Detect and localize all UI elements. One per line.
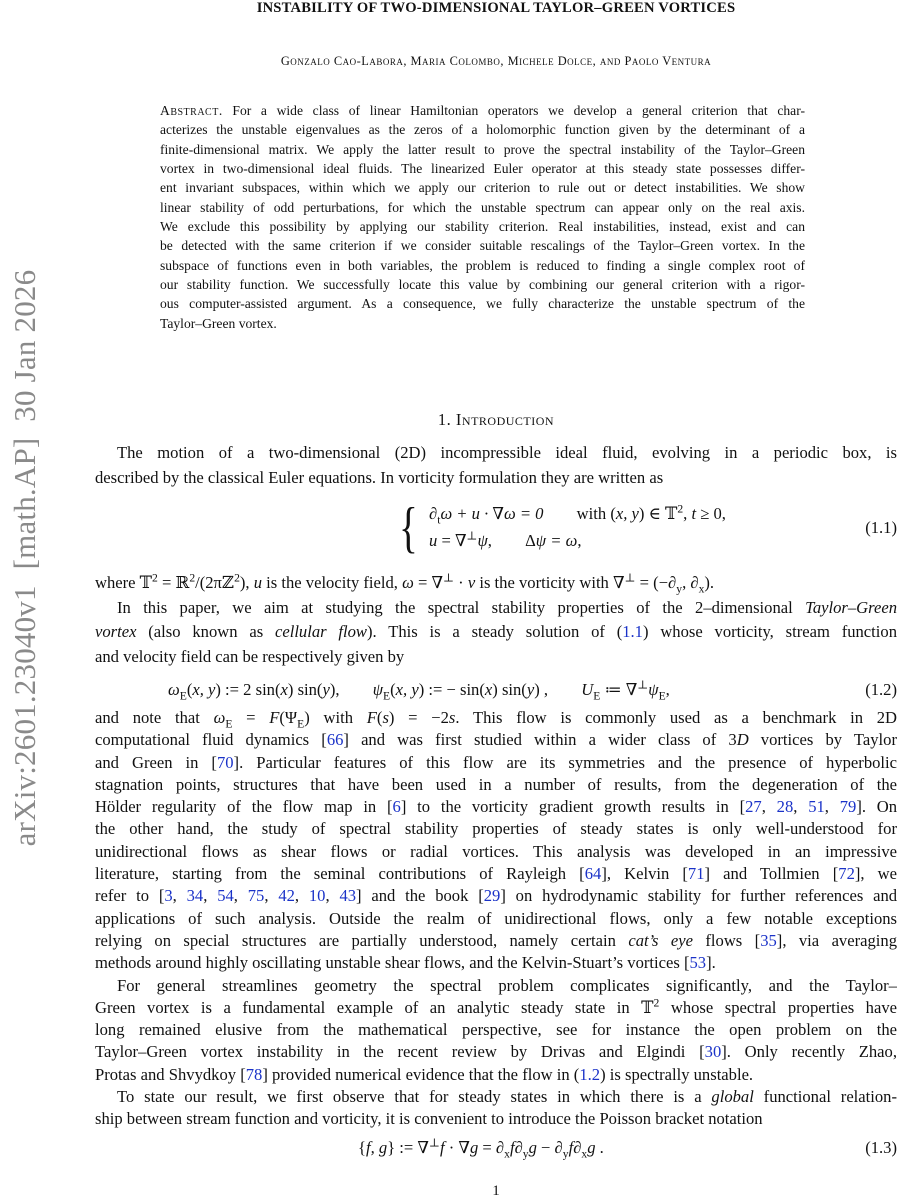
math-symbol: E — [225, 717, 233, 731]
math-symbol: ω — [213, 708, 226, 727]
math-symbol: E — [593, 689, 601, 703]
math-symbol: 2 — [152, 571, 158, 585]
paragraph-body — [95, 707, 897, 1131]
math-symbol: 2 — [189, 571, 196, 585]
text-line — [160, 178, 805, 197]
text-span: ∂ — [573, 1138, 582, 1157]
text-span: ) := 2 sin( — [215, 680, 281, 699]
text-line — [95, 796, 897, 818]
text-span: , Δ — [487, 531, 536, 550]
math-symbol: ⊥ — [624, 571, 636, 585]
text-span: our stability function. We successfully locate this value by combining our general criterion with a rigor- — [160, 277, 805, 293]
text-span: ), — [239, 573, 254, 592]
abstract — [160, 101, 805, 333]
citation-link[interactable]: 34 — [186, 886, 204, 906]
text-line — [95, 975, 897, 997]
text-span: cat’s eye — [628, 930, 693, 950]
text-span: ( — [376, 708, 383, 727]
text-span: ) ∈ 𝕋 — [638, 504, 678, 523]
math-symbol: ω + u · ∇ω = 0 — [440, 504, 544, 523]
text-span: ] on hydrodynamic stability for further references and — [500, 886, 897, 906]
citation-link[interactable]: 51 — [808, 797, 825, 817]
text-span: (Ψ — [279, 708, 298, 727]
text-span: long remained elusive from the mathematical perspective, see for instance the open problem on the — [95, 1020, 897, 1040]
text-span: and Green in [ — [95, 752, 217, 772]
text-span: The motion of a two-dimensional (2D) incompressible ideal fluid, evolving in a periodic box, is — [117, 443, 897, 462]
text-line — [95, 620, 897, 645]
text-span: In this paper, we aim at studying the spectral stability properties of the 2–dimensional — [117, 597, 806, 617]
math-symbol: y — [562, 1147, 569, 1161]
citation-link[interactable]: 53 — [689, 953, 707, 973]
math-symbol: v — [467, 573, 476, 592]
text-line — [160, 236, 805, 255]
text-line — [95, 729, 897, 751]
math-symbol: f, g — [365, 1138, 388, 1157]
text-span: . — [595, 1138, 604, 1157]
equation-row — [358, 1136, 604, 1161]
text-span: and velocity field can be respectively given by — [95, 646, 405, 666]
text-span: Protas and Shvydkoy [ — [95, 1064, 246, 1084]
paragraph-intro — [95, 441, 897, 490]
text-span: We exclude this possibility by applying our stability criterion. Real instabilities, instead, exist and can — [160, 219, 805, 235]
text-span: vortex — [95, 622, 137, 641]
equation-row — [429, 531, 581, 551]
text-span: subspace of functions even in both variables, the problem is reduced to finding a single complex root of — [160, 257, 805, 273]
text-line — [160, 314, 805, 333]
math-symbol: D — [736, 730, 749, 750]
section-heading-introduction: 1. Introduction — [437, 410, 555, 429]
text-line — [95, 1108, 897, 1130]
math-symbol: s — [382, 708, 389, 727]
math-symbol: U — [581, 680, 594, 699]
text-span: ( — [186, 680, 193, 699]
text-span: , — [683, 504, 692, 523]
text-span: ] and Tollmien [ — [704, 864, 839, 884]
math-symbol: ∂ — [429, 504, 438, 523]
citation-link[interactable]: 28 — [776, 797, 794, 817]
text-span: methods around highly oscillating unstable shear flows, and the Kelvin-Stuart’s vortices [ — [95, 953, 690, 973]
page-number: 1 — [492, 1183, 500, 1199]
math-symbol: u — [429, 531, 438, 550]
text-span: ], we — [854, 864, 897, 884]
citation-link[interactable]: 72 — [838, 864, 855, 884]
math-symbol: x, y — [615, 504, 639, 523]
math-symbol: s — [448, 708, 456, 727]
text-span: . This flow is commonly used as a benchmark in 2D — [455, 708, 897, 727]
text-span: ∂ — [514, 1138, 523, 1157]
text-span: ≥ 0, — [696, 504, 726, 523]
math-symbol: ψ — [648, 680, 659, 699]
text-span: vortex in two-dimensional ideal fluids. The linearized Euler operator at this steady state possesses differ- — [160, 161, 805, 177]
math-symbol: ⊥ — [466, 529, 478, 543]
text-span: ), — [329, 680, 373, 699]
text-span: For a wide class of linear Hamiltonian operators we develop a general criterion that char- — [222, 103, 805, 118]
paragraph-taylor-green — [95, 571, 897, 669]
text-span: ) := − sin( — [418, 680, 485, 699]
text-span: (also known as — [136, 622, 275, 641]
text-line — [95, 441, 897, 466]
text-line — [95, 645, 897, 670]
text-span: is the vorticity with ∇ — [475, 573, 625, 592]
math-symbol: f — [568, 1138, 574, 1157]
text-span: stagnation points, structures that have been used in a number of results, from the degeneration of the — [95, 774, 897, 794]
text-line — [95, 908, 897, 930]
text-span: ) whose vorticity, stream function — [642, 622, 897, 641]
abstract-label: Abstract. — [160, 103, 223, 118]
math-symbol: f — [439, 1138, 445, 1157]
text-span: To state our result, we first observe that for steady states in which there is a — [117, 1087, 712, 1107]
math-symbol: F — [366, 708, 377, 727]
text-line — [160, 294, 805, 313]
text-span: = ∂ — [478, 1138, 505, 1157]
text-line — [95, 1064, 897, 1086]
math-symbol: g — [528, 1138, 537, 1157]
math-symbol: t — [691, 504, 697, 523]
text-span: the other hand, the study of spectral stability properties of steady states is only well-understood for — [95, 819, 897, 839]
text-line — [160, 275, 805, 294]
math-symbol: ⊥ — [443, 571, 454, 585]
text-span: literature, starting from the seminal contributions of Rayleigh [ — [95, 864, 585, 884]
text-span: Taylor–Green — [805, 597, 897, 617]
text-span: relying on special structures are partially understood, namely certain — [95, 930, 629, 950]
text-line — [95, 841, 897, 863]
citation-link[interactable]: 75 — [247, 886, 265, 906]
citation-link[interactable]: 1.1 — [622, 622, 643, 641]
text-span: ], Kelvin [ — [601, 864, 688, 884]
text-line — [95, 752, 897, 774]
citation-link[interactable]: 66 — [326, 730, 344, 750]
text-span: ) with — [304, 708, 367, 727]
text-span: acterizes the unstable eigenvalues as the zeros of a holomorphic function given by the determinant of a — [160, 122, 805, 138]
text-span: ]. On — [856, 797, 897, 817]
text-line — [160, 101, 805, 120]
citation-link[interactable]: 10 — [308, 886, 326, 906]
math-symbol: t — [437, 513, 441, 527]
text-span: − ∂ — [536, 1138, 563, 1157]
text-span: global — [711, 1087, 754, 1107]
text-line — [95, 774, 897, 796]
text-span: ) sin( — [492, 680, 527, 699]
citation-link[interactable]: 78 — [245, 1064, 263, 1084]
text-span: , — [325, 886, 340, 906]
text-span: ) = −2 — [388, 708, 449, 727]
text-line — [95, 707, 897, 729]
text-span: /(2πℤ — [195, 573, 235, 592]
math-symbol: x, y — [192, 680, 216, 699]
arxiv-identifier-stamp[interactable]: arXiv:2601.23040v1 [math.AP] 30 Jan 2026 — [7, 269, 42, 847]
citation-link[interactable]: 43 — [339, 886, 357, 906]
text-span: , — [203, 886, 218, 906]
text-span: For general streamlines geometry the spectral problem complicates significantly, and the Taylor– — [117, 975, 897, 995]
text-span: , — [294, 886, 309, 906]
math-symbol: y — [522, 1147, 529, 1161]
equation-number: (1.3) — [865, 1138, 897, 1157]
text-span: and note that — [95, 708, 214, 727]
math-symbol: 2 — [677, 502, 684, 516]
math-symbol: 2 — [234, 571, 240, 585]
text-line — [95, 571, 897, 596]
text-span: refer to [ — [95, 886, 165, 906]
paper-title: INSTABILITY OF TWO-DIMENSIONAL TAYLOR–GREEN VORTICES — [256, 0, 736, 16]
text-line — [95, 1019, 897, 1041]
text-line — [95, 466, 897, 491]
text-span: Taylor–Green vortex. — [160, 315, 277, 331]
text-span: , — [577, 531, 582, 550]
text-span: where 𝕋 — [95, 573, 153, 592]
text-span: Hölder regularity of the flow map in [ — [95, 797, 393, 817]
text-span: = ∇ — [413, 573, 444, 592]
text-line — [95, 930, 897, 952]
text-span: unidirectional flows as shear flows or radial vortices. This analysis was developed in an impressive — [95, 841, 897, 861]
math-symbol: y — [322, 680, 330, 699]
text-span: ]. Only recently Zhao, — [721, 1042, 897, 1062]
equation-1-1 — [95, 497, 897, 562]
text-span: be detected with the same criterion if we consider suitable rescalings of the Taylor–Green vortex. In the — [160, 238, 805, 254]
math-symbol: ψ — [477, 531, 488, 550]
math-symbol: x, y — [395, 680, 419, 699]
text-line — [95, 818, 897, 840]
text-span: ]. — [706, 953, 716, 973]
citation-link[interactable]: 1.2 — [579, 1064, 601, 1084]
equation-1-3 — [95, 1136, 897, 1161]
equation-1-2 — [95, 678, 897, 703]
citation-link[interactable]: 64 — [584, 864, 602, 884]
text-span: ] provided numerical evidence that the flow in ( — [262, 1064, 580, 1084]
text-span: ] and the book [ — [356, 886, 484, 906]
math-symbol: x — [280, 680, 288, 699]
citation-link[interactable]: 3 — [164, 886, 173, 906]
citation-link[interactable]: 54 — [217, 886, 234, 906]
text-line — [160, 198, 805, 217]
text-span: linear stability of odd perturbations, for which the unstable spectrum can appear only on the real axis. — [160, 199, 805, 215]
math-symbol: E — [658, 689, 666, 703]
citation-link[interactable]: 71 — [687, 864, 705, 884]
text-span: , — [761, 797, 777, 817]
math-symbol: x — [484, 680, 493, 699]
text-span: ] and was first studied within a wider class of 3 — [343, 730, 737, 750]
text-line — [95, 1086, 897, 1108]
text-span: ). This is a steady solution of ( — [367, 622, 623, 641]
text-line — [95, 863, 897, 885]
text-span: { — [358, 1138, 366, 1157]
text-span: = (−∂ — [635, 573, 677, 592]
text-line — [95, 997, 897, 1019]
math-symbol: F — [269, 708, 280, 727]
equation-number: (1.2) — [865, 680, 897, 699]
text-line — [95, 885, 897, 907]
text-span: Taylor–Green vortex instability in the recent review by Drivas and Elgindi [ — [95, 1042, 705, 1062]
math-symbol: x — [698, 582, 705, 596]
text-span: , — [824, 797, 840, 817]
math-symbol: ω — [168, 680, 180, 699]
text-span: functional relation- — [753, 1087, 897, 1107]
math-symbol: g — [469, 1138, 479, 1157]
text-span: = ∇ — [437, 531, 467, 550]
text-span: ( — [390, 680, 396, 699]
text-span: · — [453, 573, 468, 592]
text-span: = ℝ — [157, 573, 190, 592]
text-span: flows [ — [692, 930, 761, 950]
text-line — [160, 217, 805, 236]
text-line — [160, 140, 805, 159]
text-span: computational fluid dynamics [ — [95, 730, 327, 750]
math-symbol: ψ — [372, 680, 384, 699]
text-line — [160, 159, 805, 178]
text-span: ) sin( — [287, 680, 323, 699]
text-span: , — [665, 680, 670, 699]
text-span: = — [232, 708, 270, 727]
text-span: · ∇ — [444, 1138, 470, 1157]
citation-link[interactable]: 27 — [745, 797, 762, 817]
text-span: Green vortex is a fundamental example of an analytic steady state in 𝕋 — [95, 997, 654, 1017]
text-span: finite-dimensional matrix. We apply the latter result to prove the spectral instability of the Taylor–Green — [160, 141, 805, 157]
math-symbol: y — [526, 680, 535, 699]
citation-link[interactable]: 6 — [392, 797, 401, 817]
text-span: applications of such analysis. Outside the realm of unidirectional flows, only a few notable exceptions — [95, 908, 897, 928]
text-line — [95, 1041, 897, 1063]
math-symbol: f — [509, 1138, 515, 1157]
text-line — [160, 256, 805, 275]
text-span: , ∂ — [682, 573, 699, 592]
math-symbol: g — [587, 1138, 596, 1157]
author-list: Gonzalo Cao-Labora, Maria Colombo, Michele Dolce, and Paolo Ventura — [280, 54, 712, 68]
text-span: ], via averaging — [776, 930, 897, 950]
text-span: ] to the vorticity gradient growth results in [ — [400, 797, 746, 817]
math-symbol: 2 — [653, 996, 660, 1010]
math-symbol: E — [383, 689, 391, 703]
text-span: described by the classical Euler equations. In vorticity formulation they are written as — [95, 467, 664, 487]
math-symbol: x — [504, 1147, 510, 1161]
text-span: with ( — [543, 504, 616, 523]
text-span: ship between stream function and vorticity, it is convenient to introduce the Poisson bracket notation — [95, 1109, 763, 1129]
left-brace: { — [399, 497, 418, 559]
math-symbol: y — [676, 582, 683, 596]
text-span: whose spectral properties have — [659, 997, 897, 1017]
equation-row — [429, 502, 726, 527]
text-span: ≔ ∇ — [600, 680, 638, 699]
text-span: , — [172, 886, 187, 906]
citation-link[interactable]: 30 — [704, 1042, 722, 1062]
math-symbol: E — [297, 717, 305, 731]
text-span: , — [233, 886, 248, 906]
citation-link[interactable]: 29 — [483, 886, 501, 906]
citation-link[interactable]: 35 — [760, 930, 777, 950]
math-symbol: ω — [402, 573, 414, 592]
text-span: ). — [704, 573, 715, 592]
citation-link[interactable]: 79 — [839, 797, 857, 817]
text-span: cellular flow — [274, 622, 367, 641]
citation-link[interactable]: 42 — [278, 886, 295, 906]
math-symbol: ⊥ — [637, 678, 649, 692]
citation-link[interactable]: 70 — [216, 752, 234, 772]
text-span: ) , — [534, 680, 582, 699]
math-symbol: ψ = ω — [535, 531, 578, 550]
equation-row — [168, 678, 670, 703]
text-span: ) is spectrally unstable. — [600, 1064, 754, 1084]
text-span: is the velocity field, — [262, 573, 403, 592]
text-span: vortices by Taylor — [748, 730, 897, 750]
text-span: , — [793, 797, 809, 817]
math-symbol: x — [581, 1147, 588, 1161]
text-span: ent invariant subspaces, within which we apply our criterion to rule out or detect instabilities. We show — [160, 180, 805, 196]
text-line — [160, 120, 805, 139]
math-symbol: E — [179, 689, 187, 703]
math-symbol: ⊥ — [429, 1136, 440, 1150]
text-line — [95, 596, 897, 621]
equation-number: (1.1) — [865, 518, 897, 537]
text-line — [95, 952, 897, 974]
text-span: ]. Particular features of this flow are its symmetries and the presence of hyperbolic — [233, 752, 897, 772]
text-span: , — [264, 886, 279, 906]
text-span: } := ∇ — [387, 1138, 430, 1157]
math-symbol: u — [253, 573, 262, 592]
text-span: ous computer-assisted argument. As a consequence, we fully characterize the unstable spectrum of the — [160, 296, 805, 312]
